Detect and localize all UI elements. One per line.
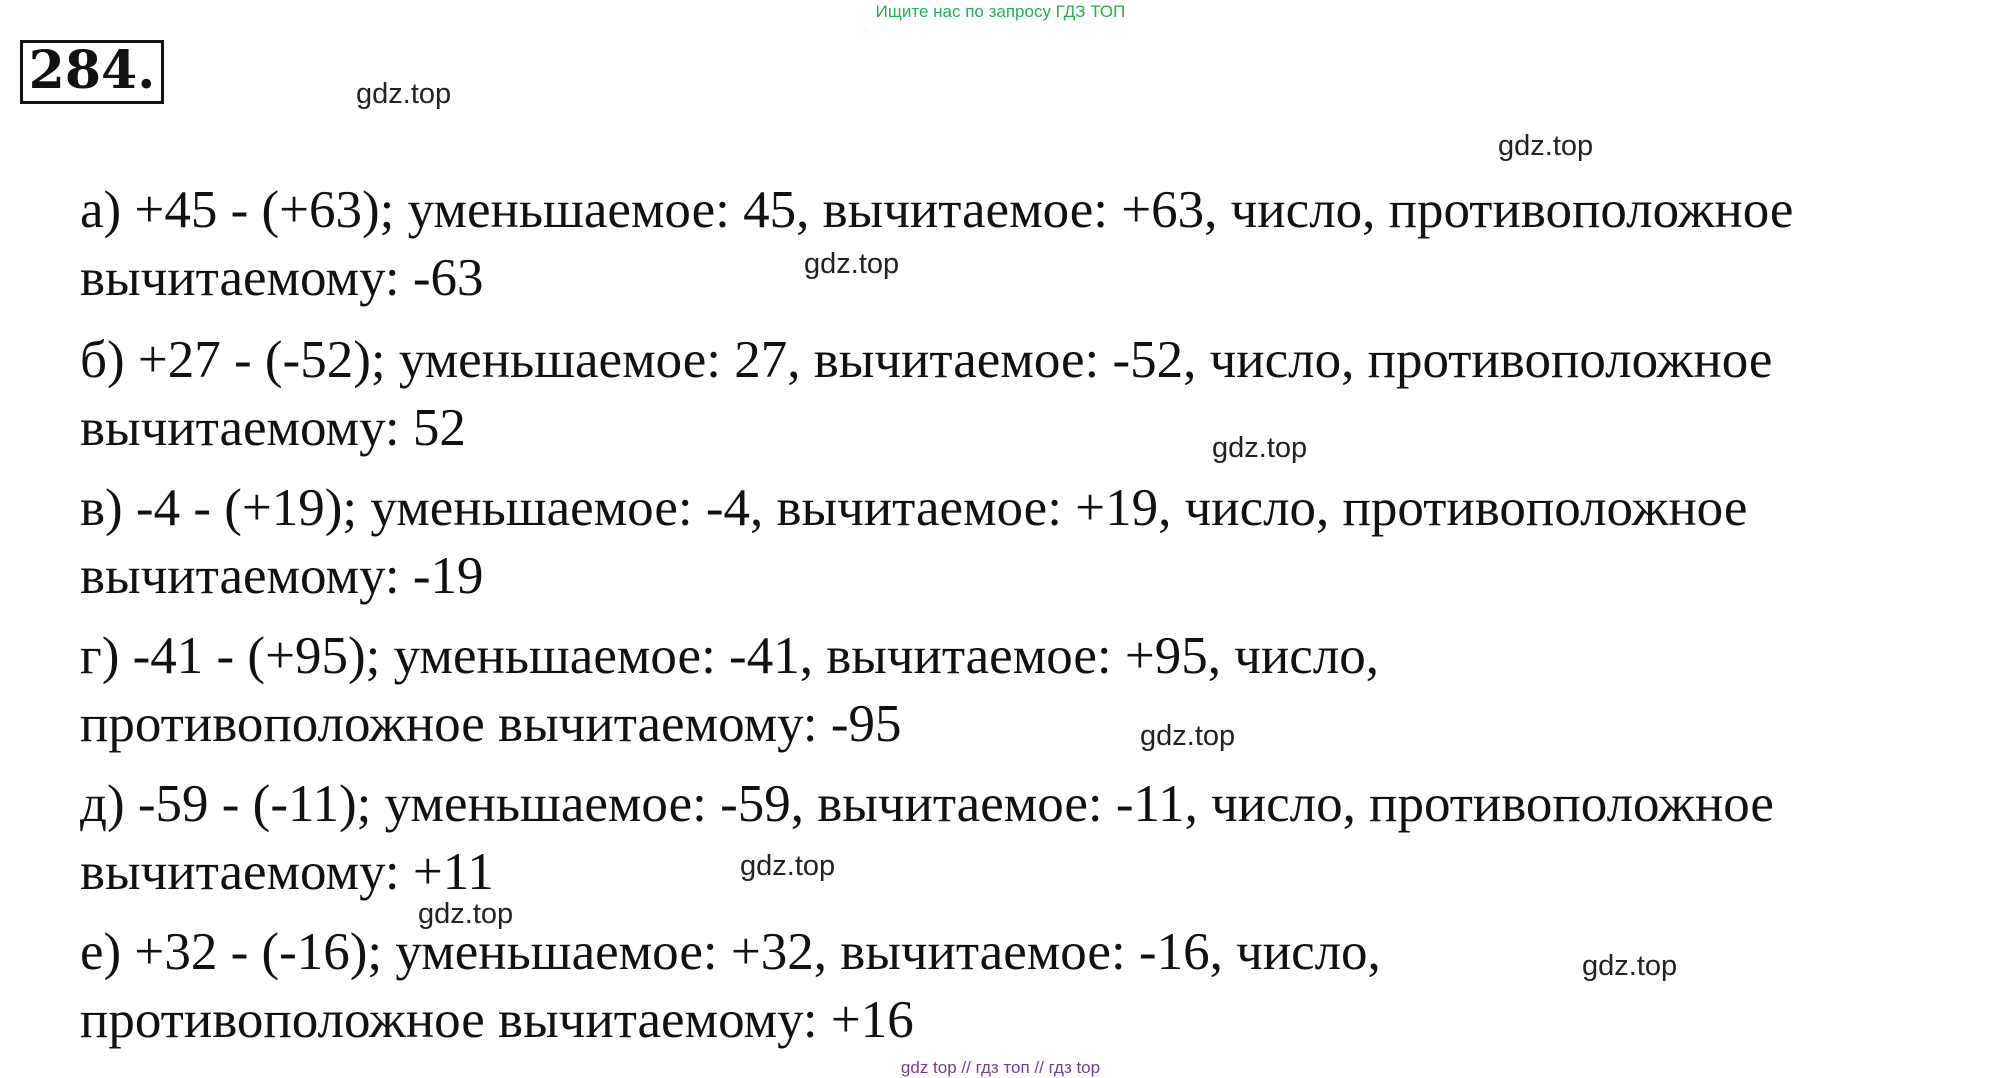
watermark: gdz.top [804, 248, 900, 280]
watermark: gdz.top [1212, 432, 1308, 464]
watermark: gdz.top [356, 78, 452, 110]
watermark: gdz.top [418, 898, 514, 930]
solution-line-a: а) +45 - (+63); уменьшаемое: 45, вычитаемое: +63, число, противоположное [80, 181, 1794, 239]
solution-line-d: д) -59 - (-11); уменьшаемое: -59, вычитаемое: -11, число, противоположное [80, 775, 1774, 833]
solution-line-a-cont: вычитаемому: -63 [80, 249, 484, 307]
problem-number: 284. [20, 40, 164, 104]
search-hint-note: Ищите нас по запросу ГДЗ ТОП [875, 2, 1126, 21]
watermark: gdz.top [1498, 130, 1594, 162]
solution-line-b: б) +27 - (-52); уменьшаемое: 27, вычитаемое: -52, число, противоположное [80, 331, 1773, 389]
solution-line-g-cont: противоположное вычитаемому: -95 [80, 695, 902, 753]
solution-line-e: е) +32 - (-16); уменьшаемое: +32, вычитаемое: -16, число, [80, 923, 1381, 981]
solution-line-e-cont: противоположное вычитаемому: +16 [80, 991, 914, 1049]
footer-note: gdz top // гдз топ // гдз top [900, 1058, 1101, 1077]
watermark: gdz.top [1140, 720, 1236, 752]
solution-line-v-cont: вычитаемому: -19 [80, 547, 484, 605]
solution-line-b-cont: вычитаемому: 52 [80, 399, 466, 457]
solution-line-v: в) -4 - (+19); уменьшаемое: -4, вычитаемое: +19, число, противоположное [80, 479, 1748, 537]
watermark: gdz.top [740, 850, 836, 882]
solution-line-g: г) -41 - (+95); уменьшаемое: -41, вычитаемое: +95, число, [80, 627, 1380, 685]
watermark: gdz.top [1582, 950, 1678, 982]
solution-line-d-cont: вычитаемому: +11 [80, 843, 494, 901]
